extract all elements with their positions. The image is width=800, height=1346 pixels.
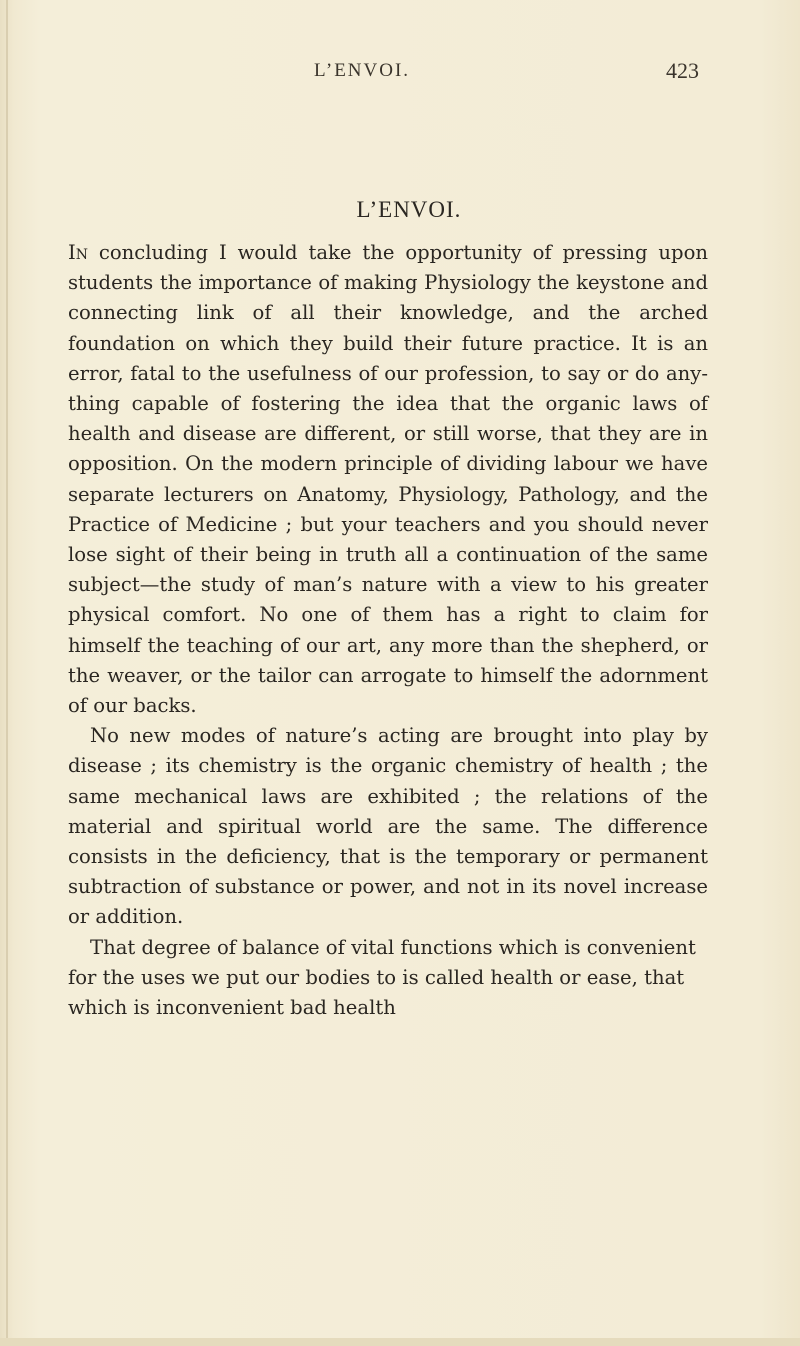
- opening-word: In: [68, 241, 88, 264]
- page-number: 423: [666, 58, 699, 83]
- paragraph-1: [68, 238, 708, 721]
- chapter-title: L’ENVOI.: [356, 197, 462, 222]
- running-title: L’ENVOI.: [314, 60, 411, 81]
- paragraph-3: [68, 933, 708, 1024]
- running-head: [0, 60, 800, 100]
- paragraph-2: [68, 721, 708, 932]
- page-bottom-edge: [0, 1338, 800, 1346]
- paragraph-3-text: That degree of balance of vital functions which is convenient for the uses we put our bodies to is called health or ease, that which is inconvenient bad health: [68, 935, 696, 1020]
- paragraph-2-text: No new modes of nature’s acting are brought into play by disease ; its chemistry is the organic chemistry of health ; the same mechanical laws are exhibited ; the relations of the material and spiritual world are the same. The difference consists in the deficiency, that is the temporary or permanent subtraction of substance or power, and not in its novel increase or addition.: [68, 724, 708, 929]
- paragraph-1-text: concluding I would take the opportunity of pressing upon students the importance of making Physiology the keystone and connecting link of all their knowledge, and the arched foundation on which they build their future practice. It is an error, fatal to the usefulness of our profession, to say or do any-thing capable of fostering the idea that the organic laws of health and disease are different, or still worse, that they are in opposition. On the modern principle of dividing labour we have separate lecturers on Anatomy, Physiology, Pathology, and the Practice of Medicine ; but your teachers and you should never lose sight of their being in truth all a continuation of the same subject—the study of man’s nature with a view to his greater physical comfort. No one of them has a right to claim for himself the teaching of our art, any more than the shepherd, or the weaver, or the tailor can arrogate to himself the adornment of our backs.: [68, 241, 708, 718]
- body-text: [68, 238, 708, 1023]
